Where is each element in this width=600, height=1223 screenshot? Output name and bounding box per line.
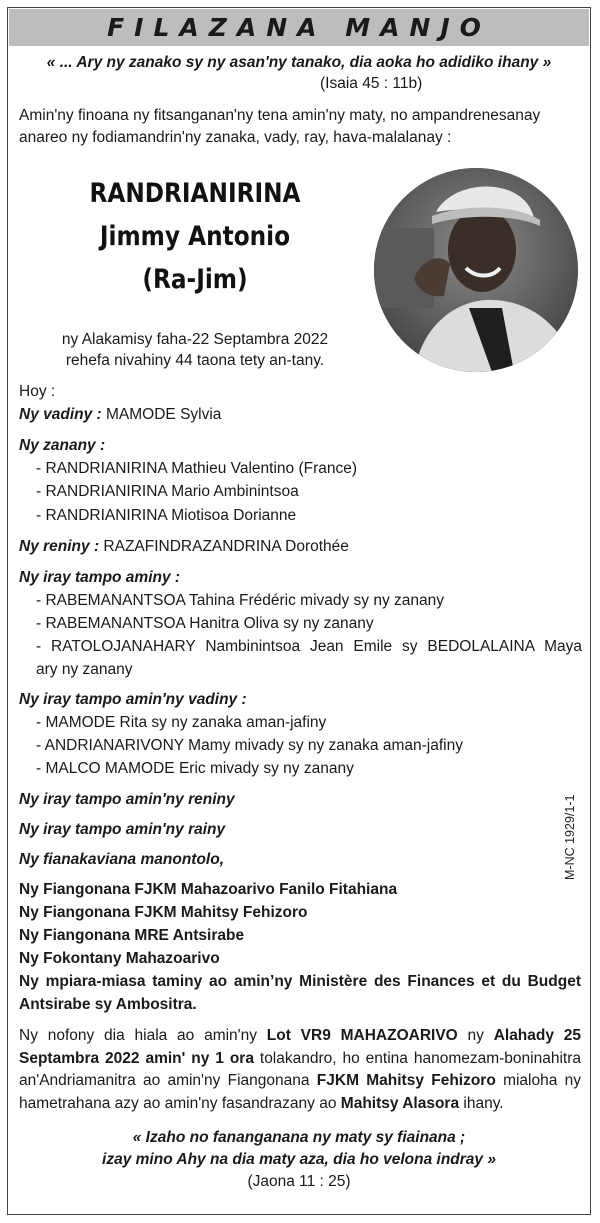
funeral-text: mialoha ny hametrahana azy ao amin'ny fasandrazany ao — [19, 1072, 581, 1112]
children-label: Ny zanany : — [19, 437, 106, 454]
spouse-sibling-item: - ANDRIANARIVONY Mamy mivady sy ny zanaka aman-jafiny — [36, 737, 463, 754]
funeral-text: tolakandro, ho entina hanomezam-boninahitra an'Andriamanitra ao amin'ny Fiangonana — [19, 1049, 581, 1089]
spouse-sibling-item: - MALCO MAMODE Eric mivady sy ny zanany — [36, 760, 354, 777]
father-siblings-label: Ny iray tampo amin'ny rainy — [19, 821, 226, 838]
spouse-name: MAMODE Sylvia — [106, 406, 222, 423]
whole-family-label: Ny fianakaviana manontolo, — [19, 851, 224, 868]
sibling-item: - RABEMANANTSOA Hanitra Oliva sy ny zanany — [36, 615, 374, 632]
sibling-item-cont: ary ny zanany — [36, 661, 133, 678]
child-item: - RANDRIANIRINA Mario Ambinintsoa — [36, 483, 299, 500]
deceased-given-name: Jimmy Antonio — [99, 221, 291, 252]
death-date: ny Alakamisy faha-22 Septambra 2022 — [61, 331, 329, 348]
funeral-location: Lot VR9 MAHAZOARIVO — [266, 1027, 458, 1044]
funeral-text: ihany. — [459, 1094, 504, 1112]
intro-line-2: anareo ny fodiamandrin'ny zanaka, vady, ray, hava-malalanay : — [19, 129, 452, 146]
side-reference-code: M-NC 1929/1-1 — [563, 794, 577, 880]
funeral-church: FJKM Mahitsy Fehizoro — [316, 1072, 496, 1089]
org-line: Antsirabe sy Ambositra. — [19, 996, 197, 1013]
parents-line — [19, 537, 349, 557]
funeral-paragraph — [19, 1025, 581, 1115]
portrait-photo — [374, 168, 578, 372]
spouse-line — [19, 405, 221, 425]
siblings-label: Ny iray tampo aminy : — [19, 569, 181, 586]
funeral-text: ny — [457, 1027, 494, 1044]
org-line: Ny Fiangonana FJKM Mahazoarivo Fanilo Fitahiana — [19, 881, 398, 898]
notice-header: FILAZANA MANJO — [9, 9, 589, 46]
child-item: - RANDRIANIRINA Miotisoa Dorianne — [36, 507, 297, 524]
child-item: - RANDRIANIRINA Mathieu Valentino (France) — [36, 460, 358, 477]
spouse-sibling-item: - MAMODE Rita sy ny zanaka aman-jafiny — [36, 714, 327, 731]
mother-siblings-label: Ny iray tampo amin'ny reniny — [19, 791, 235, 808]
spouse-label: Ny vadiny : — [19, 406, 102, 423]
top-verse-quote: « ... Ary ny zanako sy ny asan'ny tanako, dia aoka ho adidiko ihany » — [46, 54, 552, 71]
funeral-date: Alahady 25 Septambra 2022 amin' ny 1 ora — [19, 1027, 582, 1067]
bottom-verse-line-2: izay mino Ahy na dia maty aza, dia ho velona indray » — [102, 1151, 496, 1168]
top-verse-reference: (Isaia 45 : 11b) — [320, 75, 423, 92]
funeral-burial-place: Mahitsy Alasora — [340, 1094, 460, 1112]
deceased-nickname: (Ra-Jim) — [142, 264, 248, 295]
hoy-label: Hoy : — [19, 383, 56, 400]
org-line: Ny mpiara-miasa taminy ao amin’ny Ministère des Finances et du Budget — [19, 973, 581, 990]
sibling-item: - RABEMANANTSOA Tahina Frédéric mivady sy ny zanany — [36, 592, 445, 609]
funeral-text: Ny nofony dia hiala ao amin'ny — [19, 1027, 267, 1044]
parents-name: RAZAFINDRAZANDRINA Dorothée — [103, 538, 349, 555]
bottom-verse-reference: (Jaona 11 : 25) — [247, 1173, 351, 1190]
intro-line-1: Amin'ny finoana ny fitsanganan'ny tena amin'ny maty, no ampandrenesanay — [19, 107, 541, 124]
sibling-item: - RATOLOJANAHARY Nambinintsoa Jean Emile sy BEDOLALAINA Maya — [36, 638, 582, 655]
bottom-verse-line-1: « Izaho no fananganana ny maty sy fiainana ; — [132, 1129, 466, 1146]
death-age: rehefa nivahiny 44 taona tety an-tany. — [65, 352, 325, 369]
org-line: Ny Fiangonana MRE Antsirabe — [19, 927, 245, 944]
parents-label: Ny reniny : — [19, 538, 100, 555]
spouse-siblings-label: Ny iray tampo amin'ny vadiny : — [19, 691, 247, 708]
org-line: Ny Fokontany Mahazoarivo — [19, 950, 220, 967]
org-line: Ny Fiangonana FJKM Mahitsy Fehizoro — [19, 904, 308, 921]
deceased-surname: RANDRIANIRINA — [89, 178, 301, 209]
